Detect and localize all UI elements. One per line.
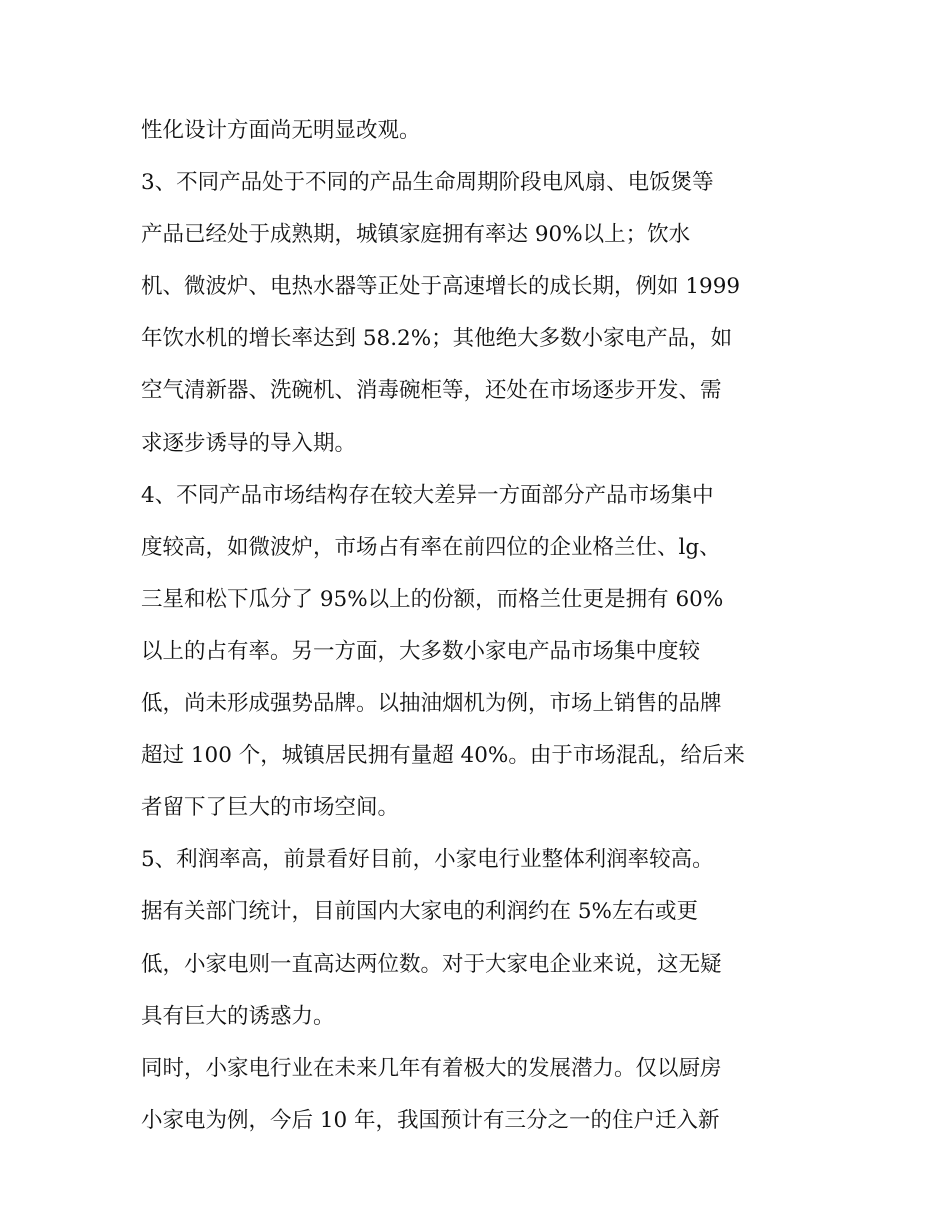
text-line: 具有巨大的诱惑力。 (141, 1003, 335, 1029)
text-line: 4、不同产品市场结构存在较大差异一方面部分产品市场集中 (141, 482, 714, 508)
text-line: 据有关部门统计，目前国内大家电的利润约在 5%左右或更 (141, 899, 698, 925)
text-line: 机、微波炉、电热水器等正处于高速增长的成长期，例如 1999 (141, 274, 741, 300)
text-line: 者留下了巨大的市场空间。 (141, 795, 400, 821)
text-line: 同时，小家电行业在未来几年有着极大的发展潜力。仅以厨房 (141, 1055, 722, 1081)
text-line: 度较高，如微波炉，市场占有率在前四位的企业格兰仕、lg、 (141, 534, 721, 560)
text-line: 低，尚未形成强势品牌。以抽油烟机为例，市场上销售的品牌 (141, 691, 722, 717)
text-line: 求逐步诱导的导入期。 (141, 430, 357, 456)
text-line: 空气清新器、洗碗机、消毒碗柜等，还处在市场逐步开发、需 (141, 378, 722, 404)
text-line: 三星和松下瓜分了 95%以上的份额，而格兰仕更是拥有 60% (141, 586, 724, 612)
text-line: 5、利润率高，前景看好目前，小家电行业整体利润率较高。 (141, 847, 714, 873)
text-line: 性化设计方面尚无明显改观。 (141, 118, 421, 143)
text-line: 产品已经处于成熟期，城镇家庭拥有率达 90%以上；饮水 (141, 222, 691, 248)
text-line: 低，小家电则一直高达两位数。对于大家电企业来说，这无疑 (141, 951, 722, 977)
text-line: 小家电为例，今后 10 年，我国预计有三分之一的住户迁入新 (141, 1107, 720, 1133)
text-line: 超过 100 个，城镇居民拥有量超 40%。由于市场混乱，给后来 (141, 743, 745, 769)
text-line: 年饮水机的增长率达到 58.2%；其他绝大多数小家电产品，如 (141, 326, 733, 352)
text-line: 以上的占有率。另一方面，大多数小家电产品市场集中度较 (141, 638, 701, 664)
document-page (141, 105, 821, 1147)
text-line: 3、不同产品处于不同的产品生命周期阶段电风扇、电饭煲等 (141, 170, 714, 196)
